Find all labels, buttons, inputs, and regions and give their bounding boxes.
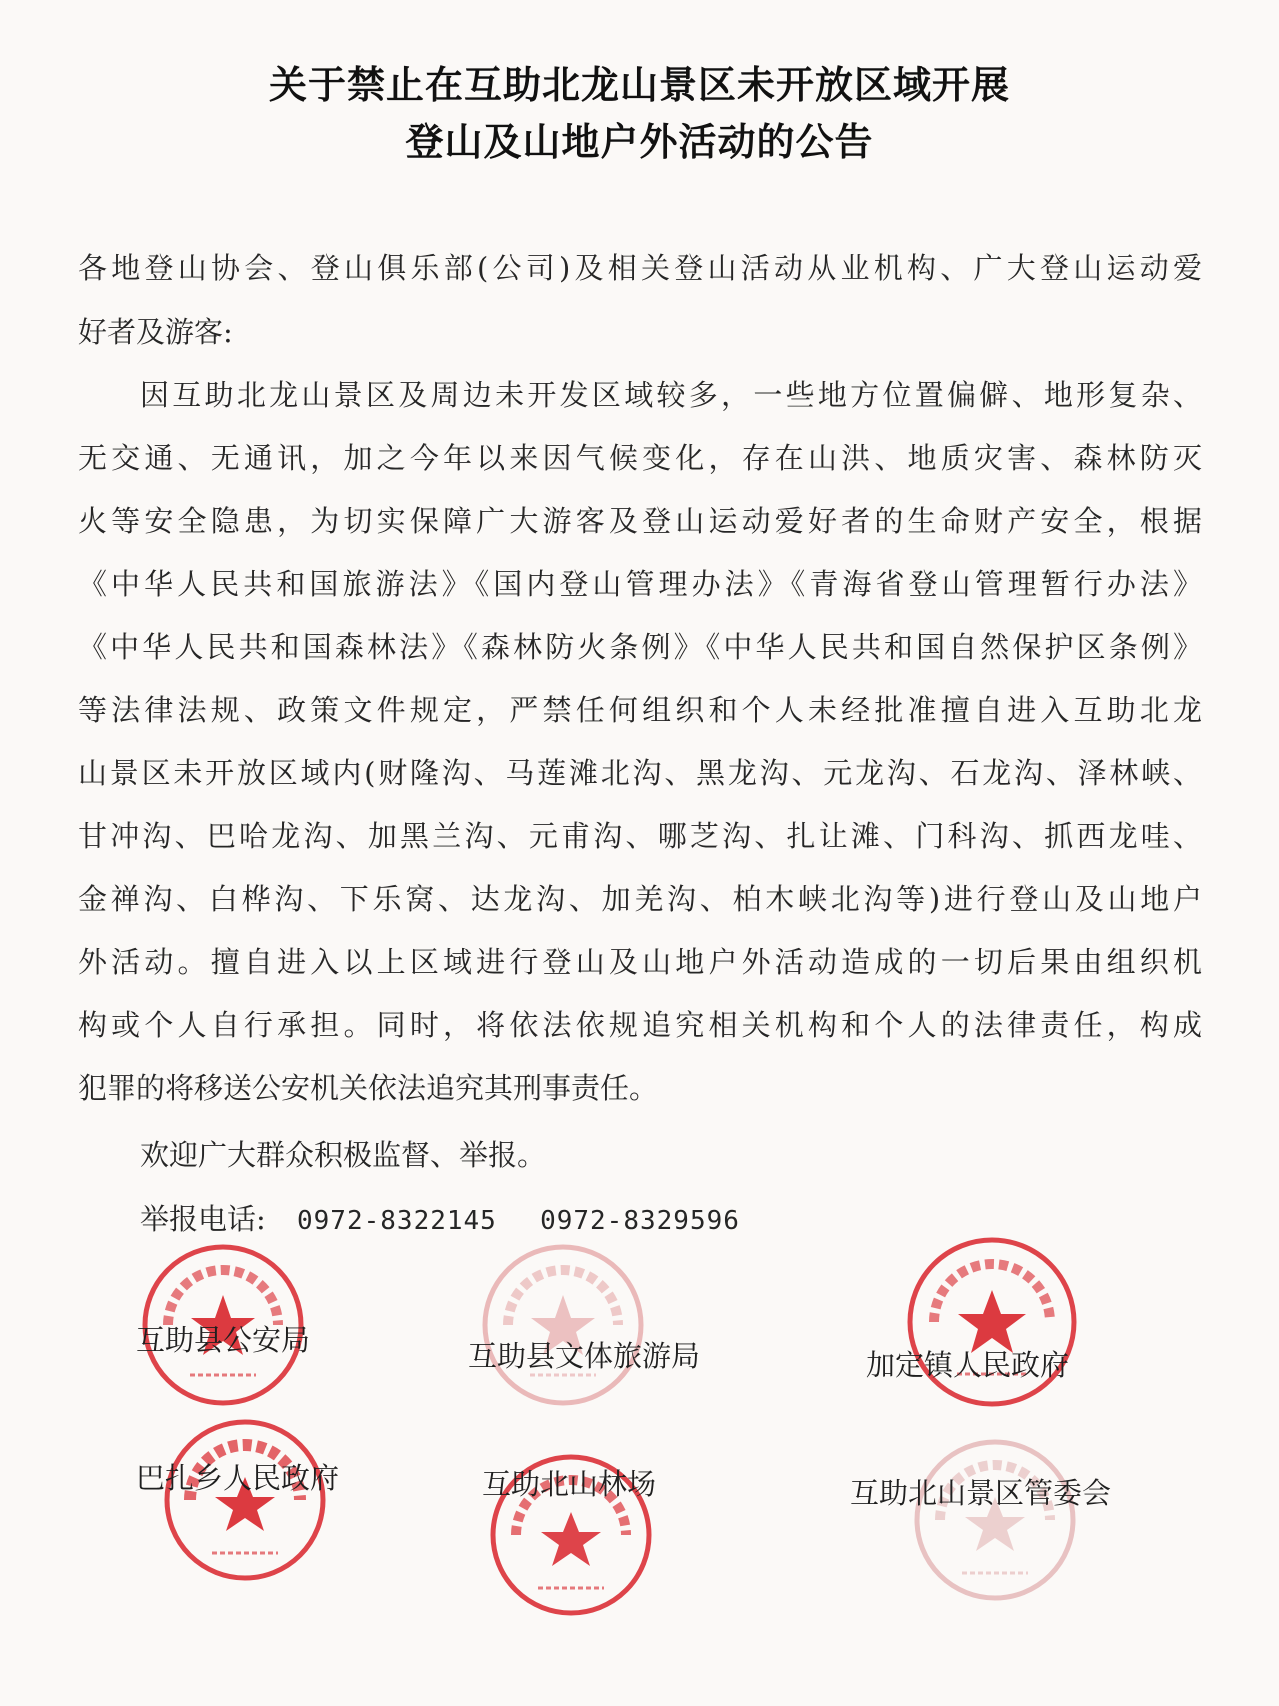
hotline-phone-2: 0972-8329596 [540, 1206, 740, 1236]
salutation-line-1: 各地登山协会、登山俱乐部(公司)及相关登山活动从业机构、广大登山运动爱 [78, 251, 1202, 285]
body-line: 犯罪的将移送公安机关依法追究其刑事责任。 [78, 1071, 659, 1105]
bazha-township-seal-icon [160, 1415, 330, 1585]
salutation-line-2: 好者及游客: [78, 315, 233, 349]
body-line: 因互助北龙山景区及周边未开发区域较多，一些地方位置偏僻、地形复杂、 [140, 378, 1202, 412]
signatory-scenic-committee: 互助北山景区管委会 [850, 1476, 1112, 1510]
signatory-north-forest-farm: 互助北山林场 [482, 1467, 657, 1501]
welcome-text: 欢迎广大群众积极监督、举报。 [140, 1138, 547, 1172]
jiading-town-seal-icon [902, 1232, 1082, 1412]
hotline-phone-1: 0972-8322145 [297, 1206, 497, 1236]
body-line: 外活动。擅自进入以上区域进行登山及山地户外活动造成的一切后果由组织机 [78, 945, 1202, 979]
body-line: 构或个人自行承担。同时，将依法依规追究相关机构和个人的法律责任，构成 [78, 1008, 1202, 1042]
body-line: 山景区未开放区域内(财隆沟、马莲滩北沟、黑龙沟、元龙沟、石龙沟、泽林峡、 [78, 756, 1202, 790]
title-line-1: 关于禁止在互助北龙山景区未开放区域开展 [268, 63, 1010, 107]
signatory-bazha-township: 巴扎乡人民政府 [136, 1461, 340, 1495]
title-line-2: 登山及山地户外活动的公告 [405, 120, 874, 164]
signatory-culture-tourism: 互助县文体旅游局 [468, 1339, 701, 1373]
report-hotline [140, 1197, 740, 1238]
body-line: 等法律法规、政策文件规定，严禁任何组织和个人未经批准擅自进入互助北龙 [78, 693, 1202, 727]
body-line: 甘冲沟、巴哈龙沟、加黑兰沟、元甫沟、哪芝沟、扎让滩、门科沟、抓西龙哇、 [78, 819, 1202, 853]
body-line: 火等安全隐患，为切实保障广大游客及登山运动爱好者的生命财产安全，根据 [78, 504, 1202, 538]
signatory-public-security: 互助县公安局 [136, 1323, 311, 1357]
signatory-jiading-town: 加定镇人民政府 [866, 1348, 1070, 1382]
body-line: 金禅沟、白桦沟、下乐窝、达龙沟、加羌沟、柏木峡北沟等)进行登山及山地户 [78, 882, 1202, 916]
culture-tourism-seal-icon [478, 1240, 648, 1410]
body-line: 《中华人民共和国森林法》《森林防火条例》《中华人民共和国自然保护区条例》 [78, 630, 1202, 664]
scenic-committee-seal-icon [910, 1435, 1080, 1605]
hotline-label: 举报电话: [140, 1202, 266, 1236]
body-line: 无交通、无通讯，加之今年以来因气候变化，存在山洪、地质灾害、森林防灭 [78, 441, 1202, 475]
body-line: 《中华人民共和国旅游法》《国内登山管理办法》《青海省登山管理暂行办法》 [78, 567, 1202, 601]
